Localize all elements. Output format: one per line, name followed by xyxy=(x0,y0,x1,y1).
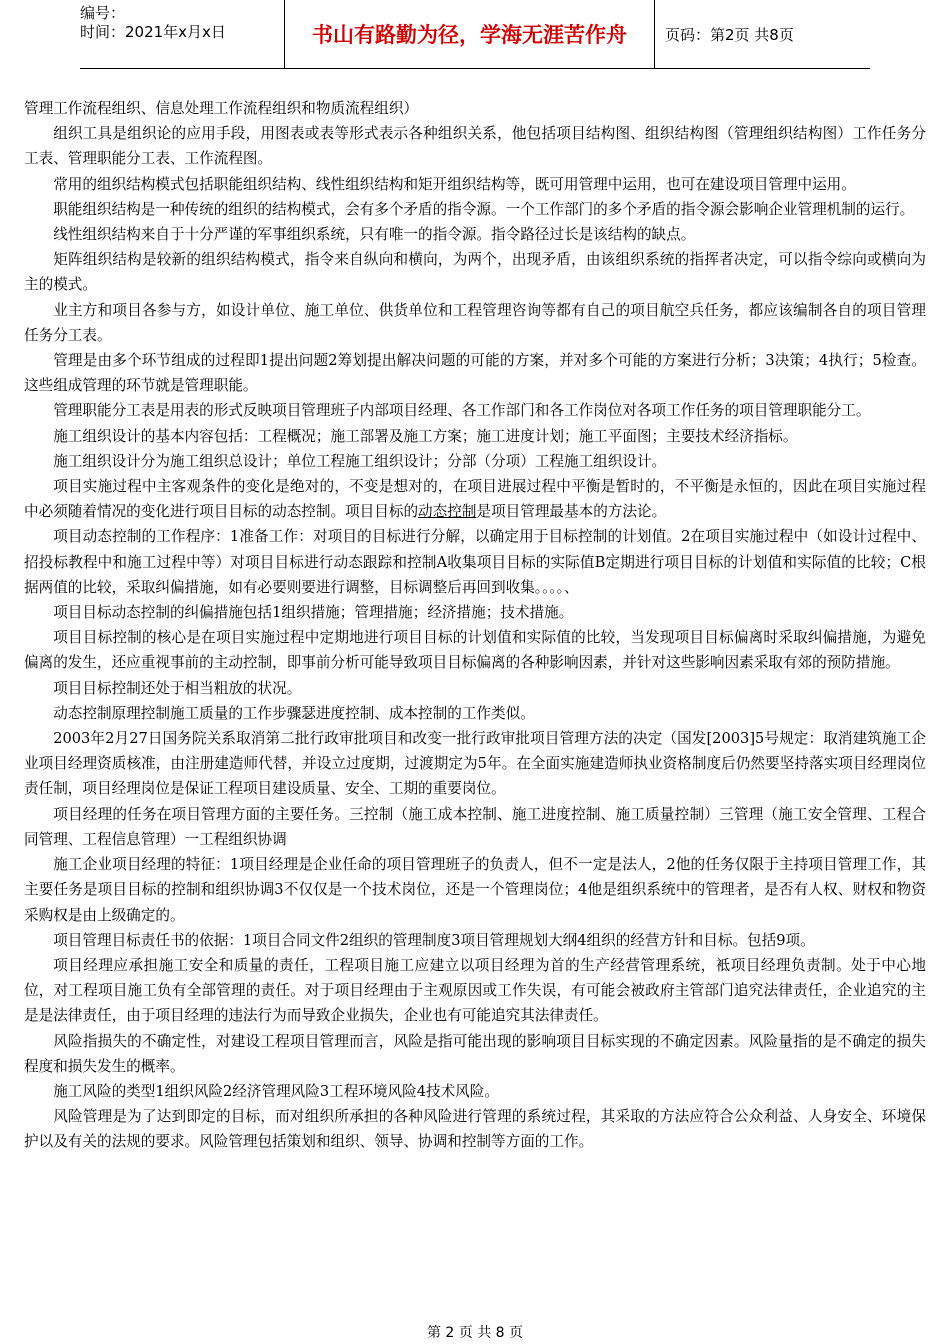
dynamic-text-2: 是项目管理最基本的方法论。 xyxy=(476,503,667,521)
document-body xyxy=(24,96,926,1155)
paragraph: 项目目标控制的核心是在项目实施过程中定期地进行项目目标的计划值和实际值的比较，当发现项目目标偏离时采取纠偏措施，为避免偏离的发生，还应重视事前的主动控制，即事前分析可能导致项目目标偏离的各种影响因素，并针对这些影响因素采取有郊的预防措施。 xyxy=(24,629,926,672)
paragraph: 项目目标动态控制的纠偏措施包括1组织措施；管理措施；经济措施；技术措施。 xyxy=(53,604,574,622)
motto: 书山有路勤为径，学海无涯苦作舟 xyxy=(285,0,655,68)
paragraph: 2003年2月27日国务院关系取消第二批行政审批项目和改变一批行政审批项目管理方法的决定（国发[2003]5号规定：取消建筑施工企业项目经理资质核准，由注册建造师代替，并设立过度期，过渡期定为5年。在全面实施建造师执业资格制度后仍然要坚持落实项目经理岗位责任制，项目经理岗位是保证工程项目建设质量、安全、工期的重要岗位。 xyxy=(24,730,926,798)
paragraph: 动态控制原理控制施工质量的工作步骤瑟进度控制、成本控制的工作类似。 xyxy=(53,704,535,722)
number-label: 编号： xyxy=(80,4,126,22)
paragraph: 业主方和项目各参与方，如设计单位、施工单位、供货单位和工程管理咨询等都有自己的项目航空兵任务，都应该编制各自的项目管理任务分工表。 xyxy=(24,301,926,344)
dynamic-control-underlined: 动态控制 xyxy=(418,503,477,521)
page-header xyxy=(80,0,870,69)
paragraph: 施工企业项目经理的特征：1项目经理是企业任命的项目管理班子的负责人，但不一定是法人，2他的任务仅限于主持项目管理工作，其主要任务是项目目标的控制和组织协调3不仅仅是一个技术岗位，还是一个管理岗位；4他是组织系统中的管理者，是否有人权、财权和物资采购权是由上级确定的。 xyxy=(24,856,926,924)
paragraph: 项目动态控制的工作程序：1准备工作：对项目的目标进行分解，以确定用于目标控制的计划值。2在项目实施过程中（如设计过程中、招投标教程中和施工过程中等）对项目目标进行动态跟踪和控制A收集项目目标的实际值B定期进行项目目标的计划值和实际值的比较；C根据两值的比较，采取纠偏措施，如有必要则要进行调整，目标调整后再回到收集。。。。、 xyxy=(24,528,926,596)
paragraph: 职能组织结构是一种传统的组织的结构模式，会有多个矛盾的指令源。一个工作部门的多个矛盾的指令源会影响企业管理机制的运行。 xyxy=(53,200,915,218)
paragraph: 矩阵组织结构是较新的组织结构模式，指令来自纵向和横向，为两个，出现矛盾，由该组织系统的指挥者决定，可以指令综向或横向为主的模式。 xyxy=(24,251,926,294)
paragraph: 管理工作流程组织、信息处理工作流程组织和物质流程组织） xyxy=(24,100,419,117)
paragraph: 项目管理目标责任书的依据：1项目合同文件2组织的管理制度3项目管理规划大纲4组织的经营方针和目标。包括9项。 xyxy=(53,931,815,949)
time-label: 时间：2021年x月x日 xyxy=(80,23,226,41)
paragraph: 施工组织设计分为施工组织总设计；单位工程施工组织设计；分部（分项）工程施工组织设计。 xyxy=(53,452,667,470)
paragraph: 施工组织设计的基本内容包括：工程概况；施工部署及施工方案；施工进度计划；施工平面图；主要技术经济指标。 xyxy=(53,427,798,445)
dynamic-text-1: 项目实施过程中主客观条件的变化是绝对的，不变是想对的，在项目进展过程中平衡是暂时的，不平衡是永恒的，因此在项目实施过程中必须随着情况的变化进行项目目标的动态控制。项目目标的 xyxy=(24,478,926,521)
header-meta xyxy=(80,0,285,68)
paragraph: 风险指损失的不确定性，对建设工程项目管理而言，风险是指可能出现的影响项目目标实现的不确定因素。风险量指的是不确定的损失程度和损失发生的概率。 xyxy=(24,1032,926,1075)
paragraph: 管理职能分工表是用表的形式反映项目管理班子内部项目经理、各工作部门和各工作岗位对各项工作任务的项目管理职能分工。 xyxy=(53,402,871,420)
page-footer: 第 2 页 共 8 页 xyxy=(426,1325,524,1341)
paragraph: 风险管理是为了达到即定的目标，而对组织所承担的各种风险进行管理的系统过程，其采取的方法应符合公众利益、人身安全、环境保护以及有关的法规的要求。风险管理包括策划和组织、领导、协调和控制等方面的工作。 xyxy=(24,1108,926,1151)
paragraph: 常用的组织结构模式包括职能组织结构、线性组织结构和矩开组织结构等，既可用管理中运用，也可在建设项目管理中运用。 xyxy=(53,175,856,193)
paragraph: 项目目标控制还处于相当粗放的状况。 xyxy=(53,679,302,697)
page-info: 页码：第2页 共8页 xyxy=(665,25,794,44)
paragraph: 项目经理的任务在项目管理方面的主要任务。三控制（施工成本控制、施工进度控制、施工质量控制）三管理（施工安全管理、工程合同管理、工程信息管理）一工程组织协调 xyxy=(24,805,926,848)
paragraph: 组织工具是组织论的应用手段，用图表或表等形式表示各种组织关系，他包括项目结构图、组织结构图（管理组织结构图）工作任务分工表、管理职能分工表、工作流程图。 xyxy=(24,125,926,168)
paragraph: 线性组织结构来自于十分严谨的军事组织系统，只有唯一的指令源。指令路径过长是该结构的缺点。 xyxy=(53,226,696,244)
paragraph: 施工风险的类型1组织风险2经济管理风险3工程环境风险4技术风险。 xyxy=(53,1082,499,1100)
paragraph-dynamic-control xyxy=(24,474,926,524)
paragraph: 项目经理应承担施工安全和质量的责任，工程项目施工应建立以项目经理为首的生产经营管理系统，袛项目经理负责制。处于中心地位，对工程项目施工负有全部管理的责任。对于项目经理由于主观原因或工作失误，有可能会被政府主管部门追究法律责任，企业追究的主是是法律责任，由于项目经理的违法行为而导致企业损失，企业也有可能追究其法律责任。 xyxy=(24,956,926,1025)
paragraph: 管理是由多个环节组成的过程即1提出问题2筹划提出解决问题的可能的方案，并对多个可能的方案进行分析；3决策；4执行；5检查。这些组成管理的环节就是管理职能。 xyxy=(24,352,926,395)
